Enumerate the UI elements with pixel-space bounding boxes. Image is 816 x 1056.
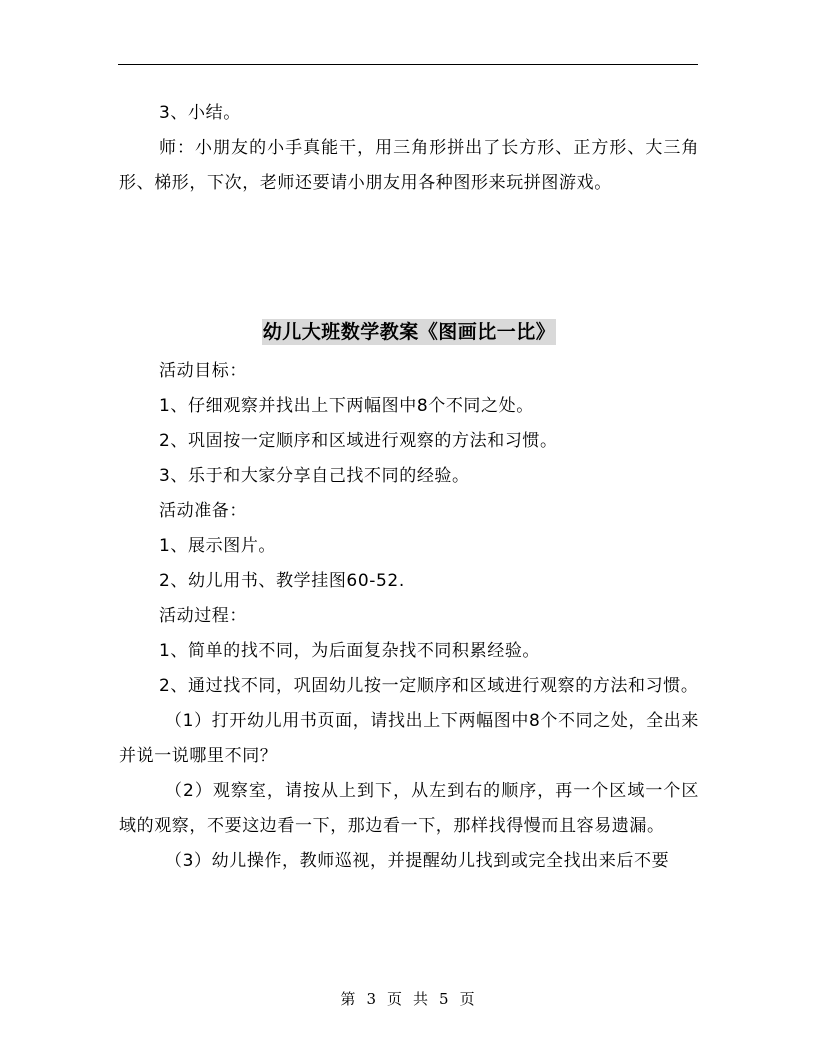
total-pages-number: 5 [439,990,450,1008]
page-footer [0,988,816,1009]
footer-total-label: 共 [413,990,430,1008]
header-rule [118,64,698,65]
paragraph: 活动过程： [159,606,247,626]
footer-page-label: 页 [386,990,403,1008]
current-page-number: 3 [366,990,377,1008]
section-title-text: 幼儿大班数学教案《图画比一比》 [262,321,556,343]
footer-suffix: 页 [459,990,476,1008]
paragraph: 师：小朋友的小手真能干，用三角形拼出了长方形、正方形、大三角形、梯形，下次，老师还要请小朋友用各种图形来玩拼图游戏。 [119,138,699,193]
paragraph: 3、乐于和大家分享自己找不同的经验。 [159,466,470,486]
paragraph: 2、通过找不同，巩固幼儿按一定顺序和区域进行观察的方法和习惯。 [159,676,699,696]
paragraph: 活动准备： [159,501,247,521]
paragraph: 3、小结。 [159,103,241,123]
footer-prefix: 第 [340,990,357,1008]
paragraph: 活动目标： [159,361,247,381]
paragraph: 2、巩固按一定顺序和区域进行观察的方法和习惯。 [159,431,558,451]
paragraph: 1、简单的找不同，为后面复杂找不同积累经验。 [159,641,541,661]
paragraph: 2、幼儿用书、教学挂图60-52. [159,571,405,591]
paragraph: （3）幼儿操作，教师巡视，并提醒幼儿找到或完全找出来后不要 [165,851,670,871]
paragraph: （1）打开幼儿用书页面，请找出上下两幅图中8个不同之处，全出来并说一说哪里不同？ [119,711,699,766]
paragraph: 1、仔细观察并找出上下两幅图中8个不同之处。 [159,396,534,416]
document-body [119,96,699,879]
section-title [119,317,699,348]
paragraph: （2）观察室，请按从上到下，从左到右的顺序，再一个区域一个区域的观察，不要这边看一下，那边看一下，那样找得慢而且容易遗漏。 [119,781,699,836]
paragraph: 1、展示图片。 [159,536,277,556]
